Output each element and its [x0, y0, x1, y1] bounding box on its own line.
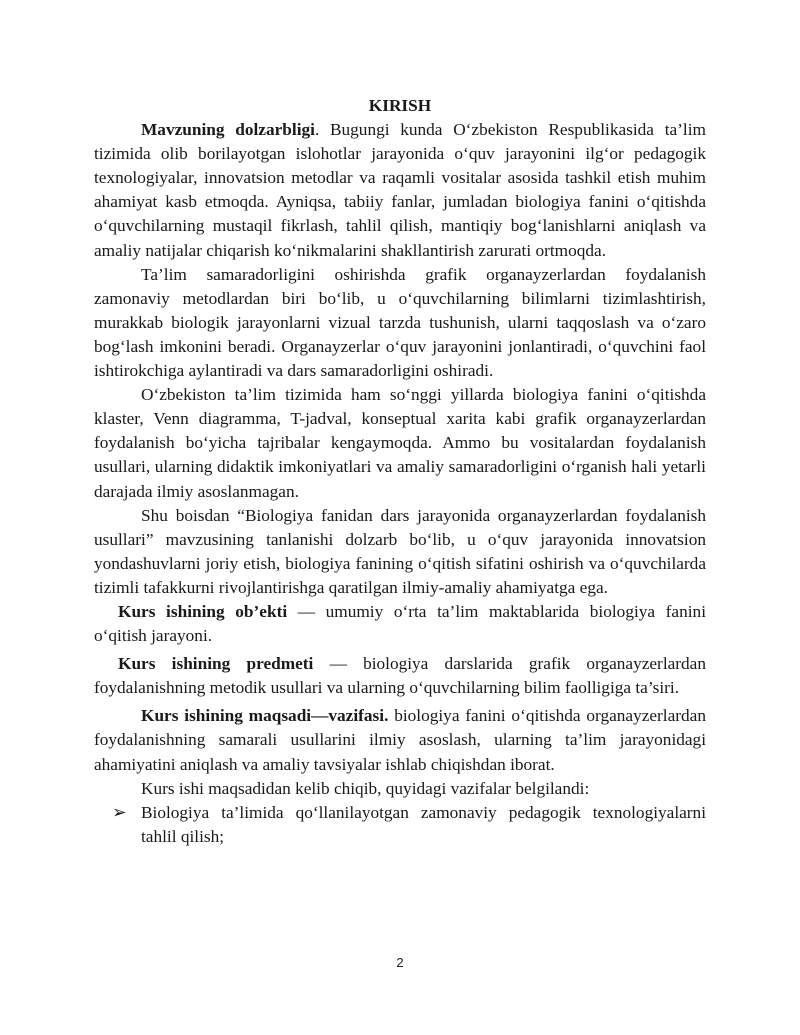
paragraph-topic-choice: Shu boisdan “Biologiya fanidan dars jarayonida organayzerlardan foydalanish usullari” mavzusining tanlanishi dolzarb bo‘lib, u o‘quv jarayonida innovatsion yondashuvlarni joriy etish, biologiya fanining o‘qitish sifatini oshirish va o‘quvchilarda tizimli tafakkurni rivojlantirishga qaratilgan ilmiy-amaliy ahamiyatga ega. [94, 505, 706, 597]
subject-text: — biologiya darslarida grafik organayzerlardan foydalanishning metodik usullari va ularning o‘quvchilarning bilim faolligiga ta’siri. [94, 654, 706, 698]
page-number: 2 [396, 955, 404, 970]
paragraph-relevance [94, 118, 706, 263]
goal-text: biologiya fanini o‘qitishda organayzerlardan foydalanishning samarali usullarini ilmiy asoslash, ularning ta’lim jarayonidagi ahamiyatini aniqlash va amaliy tavsiyalar ishlab chiqishdan iborat. [94, 706, 706, 774]
document-page [94, 94, 706, 849]
paragraph-tasks-intro: Kurs ishi maqsadidan kelib chiqib, quyidagi vazifalar belgilandi: [141, 778, 590, 798]
list-item [94, 801, 706, 849]
goal-heading: Kurs ishining maqsadi—vazifasi. [141, 706, 389, 726]
paragraph-organizers: Ta’lim samaradorligini oshirishda grafik organayzerlardan foydalanish zamonaviy metodlardan biri bo‘lib, u o‘quvchilarning bilimlarni tizimlashtirish, murakkab biologik jarayonlarni vizual tarzda tushunish, ularni taqqoslash va o‘zaro bog‘lash imkonini beradi. Organayzerlar o‘quv jarayonini jonlantiradi, o‘quvchini faol ishtirokchiga aylantiradi va dars samaradorligini oshiradi. [94, 264, 706, 381]
list-item-text: Biologiya ta’limida qo‘llanilayotgan zamonaviy pedagogik texnologiyalarni tahlil qilish; [141, 802, 706, 846]
relevance-heading: Mavzuning dolzarbligi [141, 120, 315, 140]
paragraph-uzbekistan: O‘zbekiston ta’lim tizimida ham so‘nggi yillarda biologiya fanini o‘qitishda klaster, Venn diagramma, T-jadval, konseptual xarita kabi grafik organayzerlardan foydalanish bo‘yicha tajribalar kengaymoqda. Ammo bu vositalardan foydalanish usullari, ularning didaktik imkoniyatlari va amaliy samaradorligini o‘rganish hali yetarli darajada ilmiy asoslanmagan. [94, 385, 706, 501]
object-text: — umumiy o‘rta ta’lim maktablarida biologiya fanini o‘qitish jarayoni. [94, 601, 706, 646]
object-heading: Kurs ishining ob’ekti [118, 601, 288, 621]
paragraph-object [94, 600, 706, 648]
section-title: KIRISH [368, 96, 432, 115]
subject-heading: Kurs ishining predmeti [118, 654, 314, 674]
paragraph-subject [94, 652, 706, 700]
arrow-bullet-icon: ➢ [112, 802, 127, 822]
paragraph-goal [94, 704, 706, 776]
relevance-text: . Bugungi kunda O‘zbekiston Respublikasida ta’lim tizimida olib borilayotgan islohotlar jarayonida o‘quv jarayonini ilg‘or pedagogik texnologiyalar, innovatsion metodlar va raqamli vositalar asosida tashkil etish muhim ahamiyat kasb etmoqda. Ayniqsa, tabiiy fanlar, jumladan biologiya fanini o‘qitishda o‘quvchilarning mustaqil fikrlash, tahlil qilish, mantiqiy bog‘lanishlarni aniqlash va amaliy natijalar chiqarish ko‘nikmalarini shakllantirish zarurati ortmoqda. [94, 120, 706, 260]
